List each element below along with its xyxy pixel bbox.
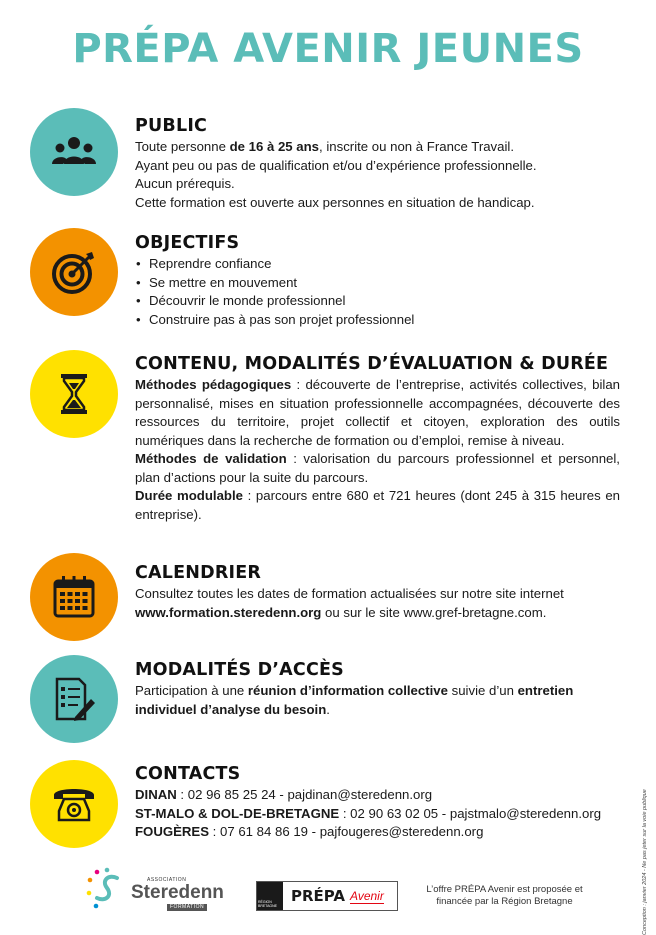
calendar-icon [48, 571, 100, 623]
contenu-methodes-pedagogiques: Méthodes pédagogiques : découverte de l’entreprise, activités collectives, bilan personnalisé, mises en situation professionnelle accompagnées, découverte des ressources du territoire, projet collectif et citoyen, exploration des outils numériques dans la recherche de formation ou d’emploi, remise à niveau. [135, 377, 620, 448]
public-line-2: Ayant peu ou pas de qualification et/ou d’expérience professionnelle. [135, 157, 537, 173]
calendrier-line-1: Consultez toutes les dates de formation actualisées sur notre site internet [135, 586, 564, 601]
contacts-section [135, 763, 635, 842]
objectifs-list [135, 255, 620, 329]
conception-note: Conception : janvier 2024 - Ne pas jeter sur la voie publique [642, 789, 648, 935]
contenu-circle [30, 350, 118, 438]
calendrier-heading: CALENDRIER [135, 563, 262, 583]
public-line-3: Aucun prérequis. [135, 176, 235, 191]
contacts-circle [30, 760, 118, 848]
calendrier-circle [30, 553, 118, 641]
contact-row-fougeres: FOUGÈRES : 07 61 84 86 19 - pajfougeres@steredenn.org [135, 824, 484, 839]
acces-heading: MODALITÉS D’ACCÈS [135, 660, 344, 680]
acces-text: Participation à une réunion d’information collective suivie d’un entretien individuel d’analyse du besoin. [135, 683, 574, 717]
steredenn-logo [85, 866, 224, 916]
acces-circle [30, 655, 118, 743]
public-circle [30, 108, 118, 196]
calendrier-site-link: www.formation.steredenn.org [135, 604, 322, 620]
region-bretagne-logo [257, 882, 283, 910]
region-bretagne-label: RÉGION BRETAGNE [258, 900, 277, 908]
contact-row-st-malo: ST-MALO & DOL-DE-BRETAGNE : 02 90 63 02 05 - pajstmalo@steredenn.org [135, 805, 602, 821]
prepa-avenir-logo [256, 881, 398, 911]
contenu-methodes-validation: Méthodes de validation : valorisation du parcours professionnel et personnel, plan d’actions pour la suite du parcours. [135, 451, 620, 485]
target-icon [48, 246, 100, 298]
contenu-duree: Durée modulable : parcours entre 680 et 721 heures (dont 245 à 315 heures en entreprise). [135, 488, 620, 522]
acces-section [135, 659, 620, 719]
steredenn-name: Steredenn [131, 882, 224, 903]
contact-row-dinan: DINAN : 02 96 85 25 24 - pajdinan@steredenn.org [135, 787, 433, 802]
hourglass-icon [48, 368, 100, 420]
prepa-label: PRÉPA [291, 887, 346, 905]
telephone-icon [48, 778, 100, 830]
contacts-heading: CONTACTS [135, 764, 241, 784]
page-title: PRÉPA AVENIR JEUNES [72, 26, 584, 72]
public-section [135, 115, 620, 212]
objectifs-heading: OBJECTIFS [135, 233, 240, 253]
objectifs-section [135, 232, 620, 329]
objectifs-circle [30, 228, 118, 316]
calendrier-line-2: www.formation.steredenn.org ou sur le site www.gref-bretagne.com. [135, 604, 547, 620]
list-item: • Découvrir le monde professionnel [135, 292, 620, 311]
calendrier-section [135, 562, 620, 622]
public-heading: PUBLIC [135, 116, 208, 136]
steredenn-sub-label: FORMATION [167, 904, 207, 911]
avenir-label: Avenir [350, 888, 384, 903]
contenu-section [135, 353, 620, 524]
public-line-1: Toute personne de 16 à 25 ans, inscrite ou non à France Travail. [135, 139, 515, 154]
public-line-4: Cette formation est ouverte aux personnes en situation de handicap. [135, 194, 535, 210]
group-icon [48, 126, 100, 178]
list-item: • Reprendre confiance [135, 255, 620, 274]
list-item: • Construire pas à pas son projet professionnel [135, 311, 620, 330]
list-item: • Se mettre en mouvement [135, 274, 620, 293]
steredenn-assoc-label: ASSOCIATION [147, 877, 187, 883]
contenu-heading: CONTENU, MODALITÉS D’ÉVALUATION & DURÉE [135, 354, 609, 374]
financing-credit: L’offre PRÉPA Avenir est proposée et financée par la Région Bretagne [426, 884, 583, 907]
document-icon [48, 673, 100, 725]
